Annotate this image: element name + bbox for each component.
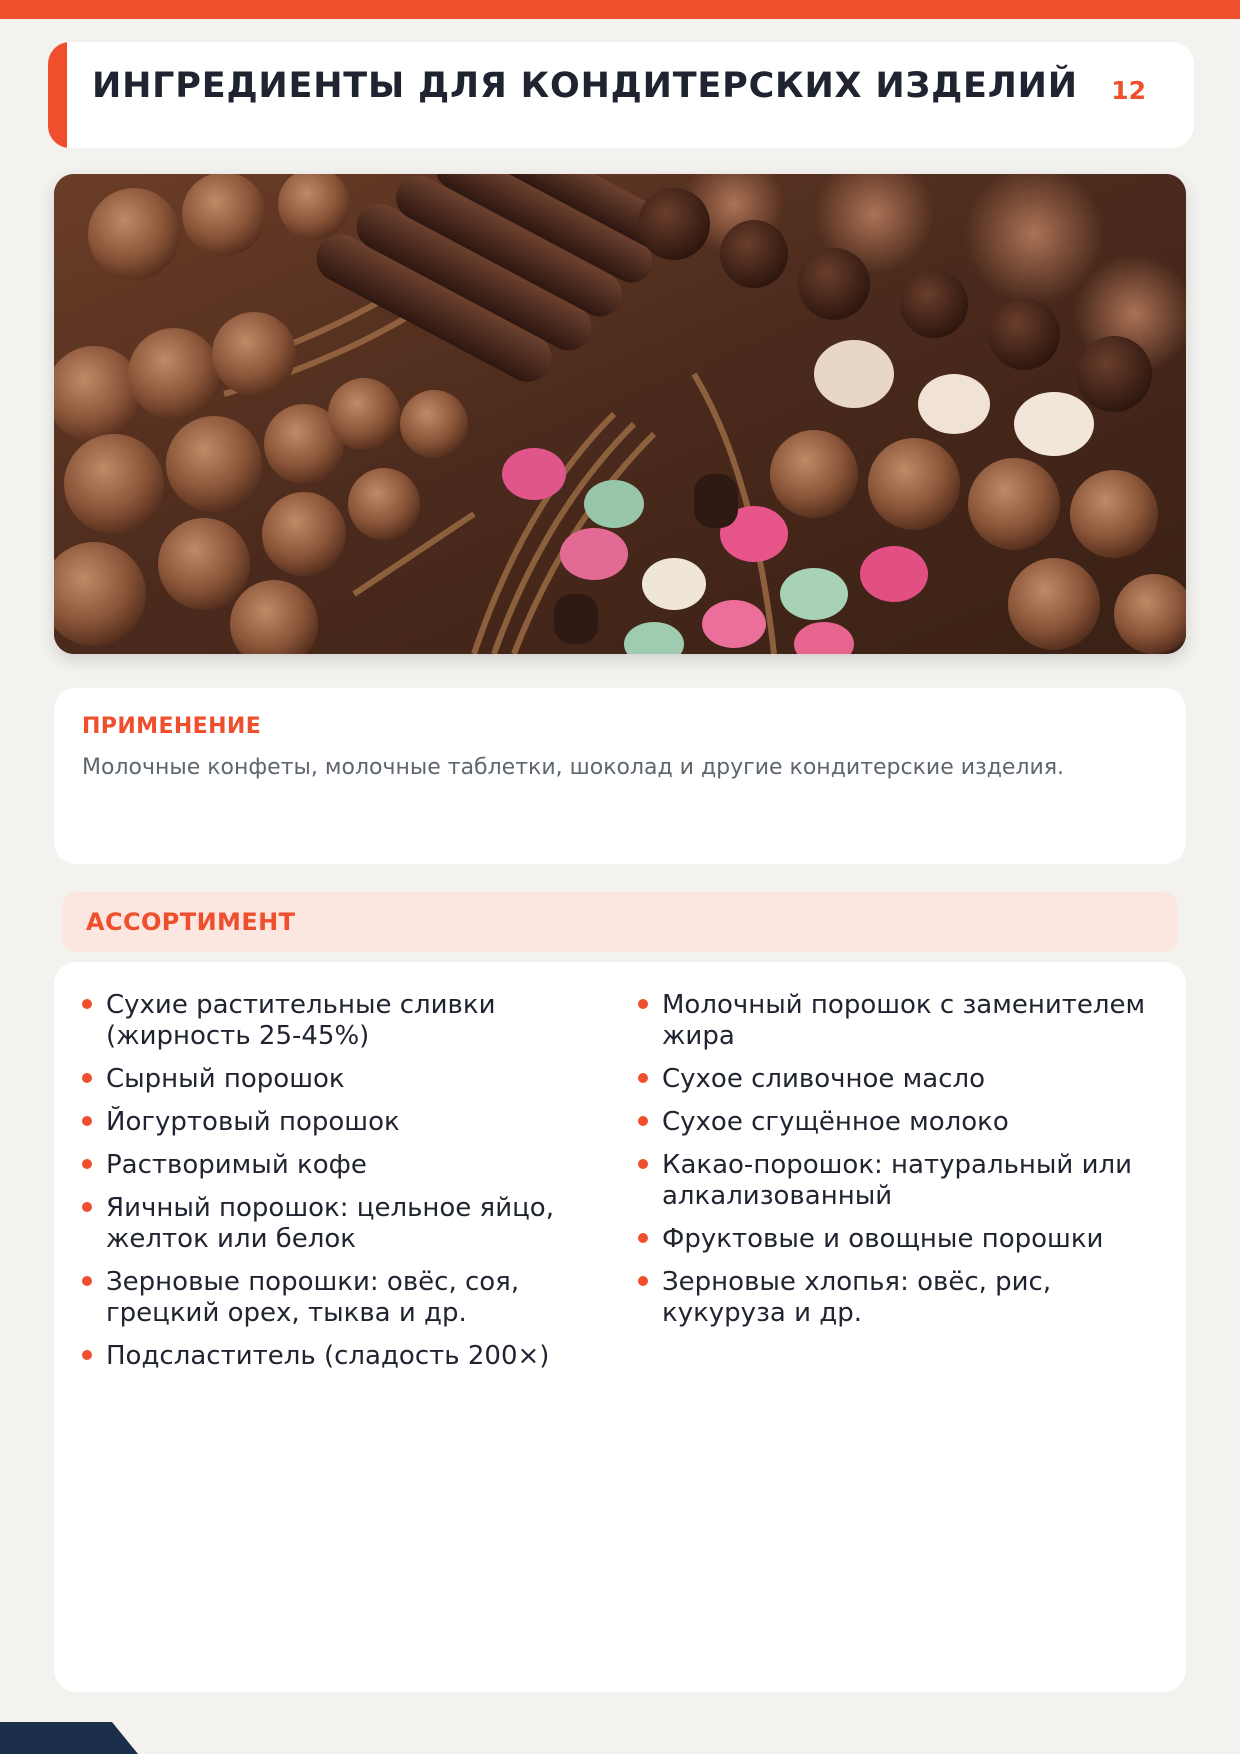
- assortment-list-right: [638, 990, 1168, 1341]
- list-item: Молочный порошок с заменителем жира: [638, 990, 1168, 1052]
- application-text: Молочные конфеты, молочные таблетки, шоколад и другие кондитерские изделия.: [82, 755, 1065, 780]
- bullet-icon: [638, 1276, 648, 1286]
- bullet-icon: [82, 1276, 92, 1286]
- list-item: Растворимый кофе: [82, 1150, 602, 1181]
- list-item: Сухое сгущённое молоко: [638, 1107, 1168, 1138]
- bullet-icon: [82, 999, 92, 1009]
- chocolates-illustration: [54, 174, 1186, 654]
- bullet-icon: [638, 1233, 648, 1243]
- header-card: [48, 42, 1194, 148]
- list-item: Зерновые порошки: овёс, соя, грецкий орех, тыква и др.: [82, 1267, 602, 1329]
- top-accent-bar: [0, 0, 1240, 19]
- assortment-header-band: [62, 892, 1178, 952]
- assortment-list-card: [54, 962, 1186, 1692]
- application-heading: ПРИМЕНЕНИЕ: [82, 714, 262, 739]
- application-card: [54, 688, 1186, 864]
- list-item: Сухие растительные сливки (жирность 25-45%): [82, 990, 602, 1052]
- chocolates-photo: [54, 174, 1186, 654]
- page-number: 12: [1111, 76, 1146, 105]
- list-item: Фруктовые и овощные порошки: [638, 1224, 1168, 1255]
- bullet-icon: [638, 1159, 648, 1169]
- assortment-list-left: [82, 990, 602, 1384]
- page-title: ИНГРЕДИЕНТЫ ДЛЯ КОНДИТЕРСКИХ ИЗДЕЛИЙ: [92, 66, 1078, 106]
- bullet-icon: [638, 1073, 648, 1083]
- bullet-icon: [638, 1116, 648, 1126]
- header-accent-stripe: [48, 42, 67, 148]
- list-item: Какао-порошок: натуральный или алкализованный: [638, 1150, 1168, 1212]
- bullet-icon: [82, 1116, 92, 1126]
- bullet-icon: [638, 999, 648, 1009]
- list-item: Яичный порошок: цельное яйцо, желток или белок: [82, 1193, 602, 1255]
- bullet-icon: [82, 1073, 92, 1083]
- bullet-icon: [82, 1202, 92, 1212]
- list-item: Подсластитель (сладость 200×): [82, 1341, 602, 1372]
- bullet-icon: [82, 1159, 92, 1169]
- assortment-heading: АССОРТИМЕНТ: [86, 908, 296, 936]
- list-item: Йогуртовый порошок: [82, 1107, 602, 1138]
- corner-decoration: [0, 1722, 140, 1754]
- list-item: Сухое сливочное масло: [638, 1064, 1168, 1095]
- list-item: Сырный порошок: [82, 1064, 602, 1095]
- bullet-icon: [82, 1350, 92, 1360]
- list-item: Зерновые хлопья: овёс, рис, кукуруза и др.: [638, 1267, 1168, 1329]
